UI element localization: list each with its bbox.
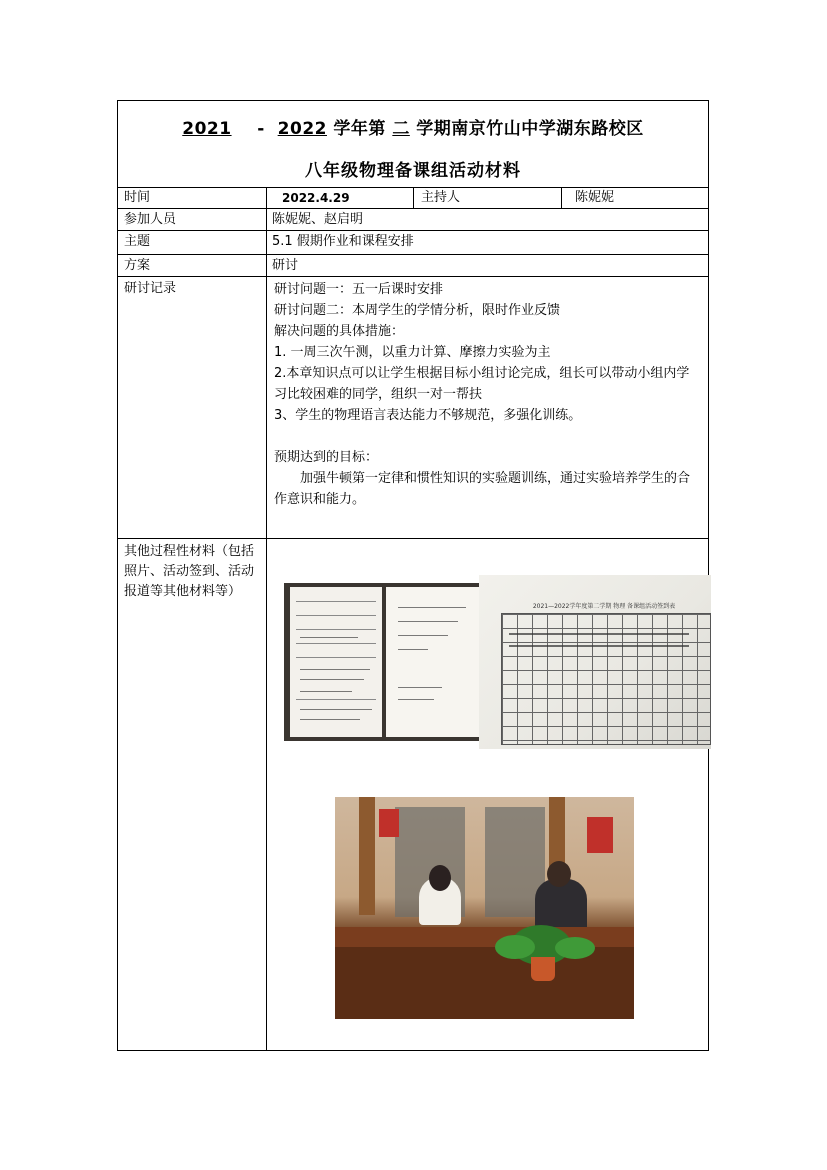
wall-banner-right	[587, 817, 613, 853]
goal-label: 预期达到的目标：	[274, 450, 379, 465]
plan-row	[118, 255, 708, 277]
document-title	[118, 114, 708, 139]
host-label: 主持人	[421, 190, 461, 205]
record-line-2: 研讨问题二：本周学生的学情分析，限时作业反馈	[274, 303, 561, 318]
topic-value: 5.1 假期作业和课程安排	[272, 234, 414, 249]
topic-row	[118, 231, 708, 255]
notebook-photo	[284, 583, 484, 741]
other-materials-row	[118, 539, 708, 1050]
year-end: 2022	[277, 119, 327, 139]
record-line-5: 2.本章知识点可以让学生根据目标小组讨论完成，组长可以带动小组内学习比较困难的同学，组织一对一帮扶	[274, 366, 690, 402]
term: 二	[392, 119, 410, 139]
year-dash: -	[257, 119, 265, 139]
participants-row	[118, 209, 708, 231]
participants-label: 参加人员	[124, 212, 177, 227]
time-value: 2022.4.29	[282, 191, 350, 205]
topic-label: 主题	[124, 234, 151, 249]
wall-banner-left	[379, 809, 399, 837]
record-content	[266, 277, 708, 538]
title-mid: 学年第	[333, 119, 386, 139]
record-line-4: 1. 一周三次午测，以重力计算、摩擦力实验为主	[274, 345, 551, 360]
record-line-3: 解决问题的具体措施：	[274, 324, 405, 339]
sign-in-sheet-caption: 2021—2022学年度第二学期 物理 备课组活动签到表	[532, 603, 676, 610]
record-line-6: 3、学生的物理语言表达能力不够规范，多强化训练。	[274, 408, 582, 423]
record-row	[118, 277, 708, 539]
record-label: 研讨记录	[124, 281, 177, 296]
sign-in-sheet-photo	[479, 575, 711, 749]
document-subtitle: 八年级物理备课组活动材料	[305, 161, 521, 181]
meeting-photo	[335, 797, 634, 1019]
year-start: 2021	[182, 119, 232, 139]
time-row	[118, 187, 708, 209]
title-block	[118, 101, 708, 188]
other-materials-label: 其他过程性材料（包括照片、活动签到、活动报道等其他材料等）	[124, 544, 255, 599]
plan-label: 方案	[124, 258, 151, 273]
participants-value: 陈妮妮、赵启明	[272, 212, 364, 227]
activity-record-table	[117, 100, 709, 1051]
time-label: 时间	[124, 190, 151, 205]
title-end: 学期南京竹山中学湖东路校区	[416, 119, 644, 139]
record-line-1: 研讨问题一：五一后课时安排	[274, 282, 444, 297]
goal-text: 加强牛顿第一定律和惯性知识的实验题训练，通过实验培养学生的合作意识和能力。	[274, 471, 691, 507]
host-value: 陈妮妮	[575, 190, 615, 205]
plan-value: 研讨	[272, 258, 299, 273]
